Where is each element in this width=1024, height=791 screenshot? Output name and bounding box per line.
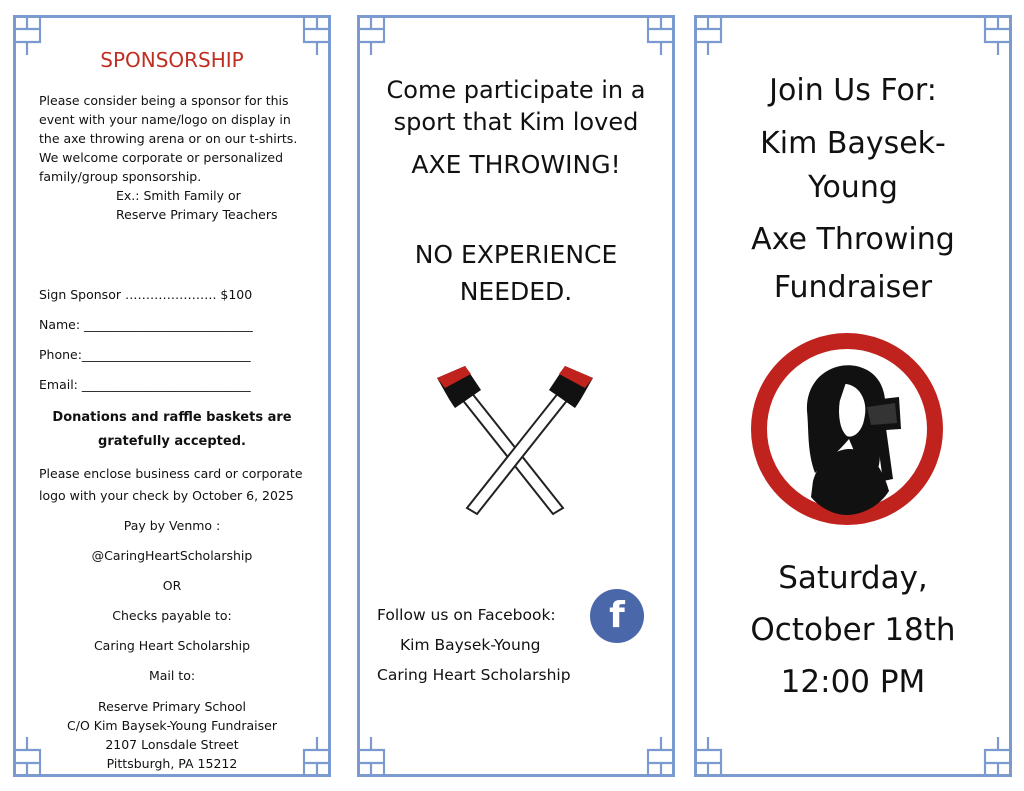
invite-heading [360, 74, 672, 138]
donations-note [16, 406, 328, 454]
enclose-note [39, 463, 303, 507]
checks-payee: Caring Heart Scholarship [93, 638, 251, 653]
example-line: Reserve Primary Teachers [116, 207, 278, 222]
or-separator: OR [162, 578, 182, 593]
enclose-line: logo with your check by October 6, 2025 [39, 488, 294, 503]
invite-line: Come participate in a [386, 76, 646, 104]
honoree-line: Young [808, 170, 898, 205]
intro-line: We welcome corporate or personalized [39, 150, 284, 165]
facebook-icon[interactable] [590, 589, 644, 643]
venmo-handle: @CaringHeartScholarship [91, 548, 253, 563]
honoree-line: Kim Baysek- [760, 126, 946, 161]
corner-ornament [357, 15, 399, 57]
sponsorship-panel [13, 15, 331, 777]
sponsorship-intro [39, 91, 329, 186]
facebook-page-name[interactable]: Kim Baysek-Young [400, 636, 541, 654]
facebook-page-name[interactable]: Caring Heart Scholarship [377, 666, 571, 684]
corner-ornament [694, 735, 736, 777]
mail-label: Mail to: [148, 668, 196, 683]
facebook-info [377, 600, 571, 690]
cover-panel [694, 15, 1012, 777]
corner-ornament [694, 15, 736, 57]
follow-label: Follow us on Facebook: [377, 606, 556, 624]
no-experience-note [360, 236, 672, 310]
invite-line: sport that Kim loved [393, 108, 639, 136]
event-date: October 18th [750, 612, 956, 648]
address-line: C/O Kim Baysek-Young Fundraiser [67, 718, 277, 733]
corner-ornament [970, 15, 1012, 57]
corner-ornament [633, 15, 675, 57]
event-line: Axe Throwing [751, 222, 955, 257]
event-line: Fundraiser [773, 270, 933, 305]
no-experience-line: NO EXPERIENCE [414, 240, 618, 269]
address-line: Reserve Primary School [98, 699, 246, 714]
intro-line: event with your name/logo on display in [39, 112, 291, 127]
sign-sponsor-price: Sign Sponsor …………………. $100 [39, 287, 253, 302]
phone-field[interactable]: Phone:___________________________ [39, 347, 251, 362]
info-panel [357, 15, 675, 777]
name-field[interactable]: Name: ___________________________ [39, 317, 253, 332]
intro-line: the axe throwing arena or on our t-shirts. [39, 131, 298, 146]
sponsorship-title: SPONSORSHIP [100, 48, 244, 72]
event-day: Saturday, [778, 560, 928, 596]
event-time: 12:00 PM [780, 664, 926, 700]
axe-throwing-heading: AXE THROWING! [411, 150, 621, 179]
no-experience-line: NEEDED. [459, 277, 573, 306]
example-line: Ex.: Smith Family or [116, 188, 241, 203]
enclose-line: Please enclose business card or corporate [39, 466, 303, 481]
intro-line: family/group sponsorship. [39, 169, 202, 184]
donations-line: Donations and raffle baskets are [52, 410, 292, 425]
donations-line: gratefully accepted. [98, 434, 246, 449]
corner-ornament [970, 735, 1012, 777]
woman-with-axe-icon [749, 331, 945, 527]
address-line: 2107 Lonsdale Street [105, 737, 239, 752]
join-us-heading: Join Us For: [769, 73, 937, 108]
corner-ornament [357, 735, 399, 777]
honoree-name [697, 122, 1009, 210]
facebook-glyph: f [609, 595, 625, 636]
intro-line: Please consider being a sponsor for this [39, 93, 289, 108]
address-line: Pittsburgh, PA 15212 [106, 756, 238, 771]
event-name [697, 216, 1009, 312]
email-field[interactable]: Email: ___________________________ [39, 377, 251, 392]
crossed-axes-icon [415, 356, 615, 526]
checks-label: Checks payable to: [112, 608, 232, 623]
corner-ornament [633, 735, 675, 777]
event-date-time [697, 552, 1009, 708]
venmo-label: Pay by Venmo : [123, 518, 221, 533]
mailing-address [16, 697, 328, 773]
